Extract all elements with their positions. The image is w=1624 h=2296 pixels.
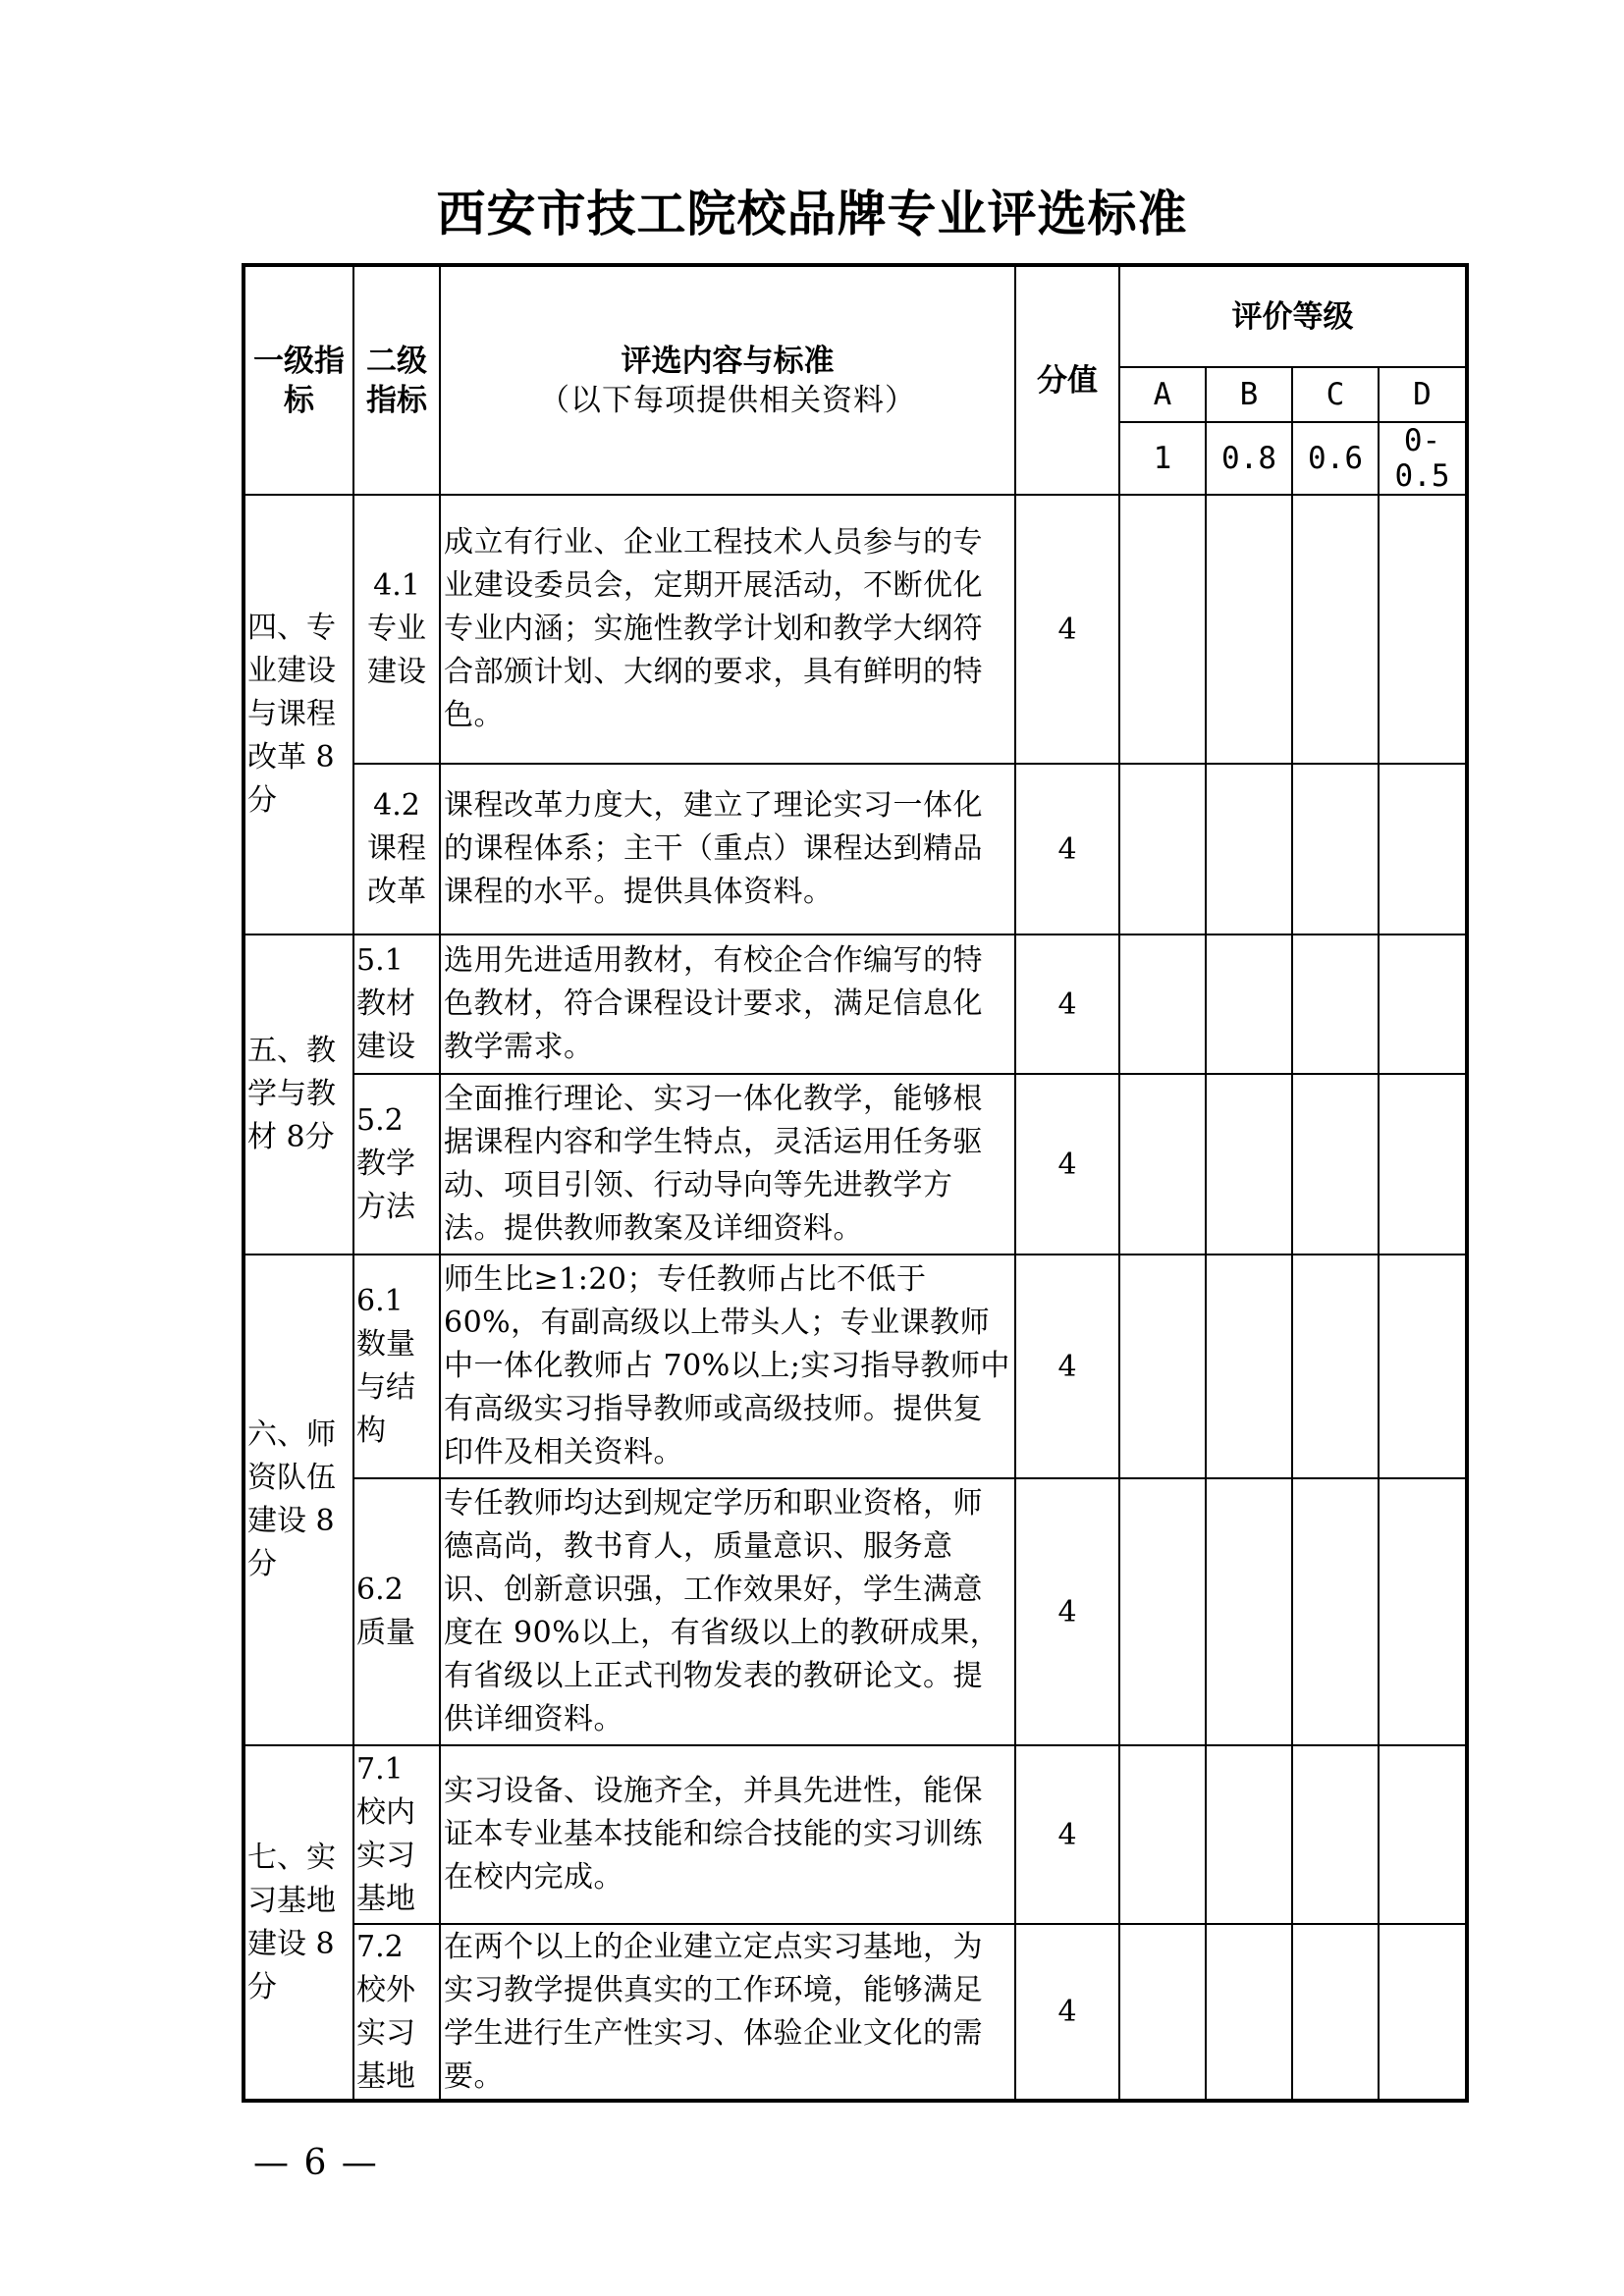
content-cell: 成立有行业、企业工程技术人员参与的专业建设委员会，定期开展活动，不断优化专业内涵；实施性教学计划和教学大纲符合部颁计划、大纲的要求，具有鲜明的特色。 (440, 495, 1015, 764)
grade-cell (1292, 764, 1379, 934)
grade-b-value: 0.8 (1206, 422, 1292, 495)
grade-cell (1206, 934, 1292, 1074)
table-row (244, 1074, 1467, 1255)
page-title: 西安市技工院校品牌专业评选标准 (436, 186, 1188, 242)
grade-cell (1119, 1074, 1206, 1255)
grade-cell (1119, 934, 1206, 1074)
score-cell: 4 (1015, 1924, 1119, 2101)
content-cell: 全面推行理论、实习一体化教学，能够根据课程内容和学生特点，灵活运用任务驱动、项目引领、行动导向等先进教学方法。提供教师教案及详细资料。 (440, 1074, 1015, 1255)
level2-cell: 6.2 质量 (353, 1478, 440, 1745)
grade-a: A (1119, 367, 1206, 422)
grade-cell (1292, 1478, 1379, 1745)
score-cell: 4 (1015, 495, 1119, 764)
header-content: 评选内容与标准 （以下每项提供相关资料） (440, 265, 1015, 495)
grade-cell (1206, 1478, 1292, 1745)
level1-cell: 五、教学与教材 8分 (244, 934, 353, 1255)
grade-cell (1379, 1478, 1467, 1745)
grade-cell (1379, 1255, 1467, 1478)
grade-cell (1119, 1478, 1206, 1745)
grade-cell (1206, 764, 1292, 934)
grade-cell (1292, 1924, 1379, 2101)
level1-cell: 七、实习基地建设 8分 (244, 1745, 353, 2101)
grade-cell (1206, 1255, 1292, 1478)
content-cell: 选用先进适用教材，有校企合作编写的特色教材，符合课程设计要求，满足信息化教学需求。 (440, 934, 1015, 1074)
score-cell: 4 (1015, 764, 1119, 934)
level2-cell: 5.1 教材建设 (353, 934, 440, 1074)
grade-cell (1119, 1745, 1206, 1924)
grade-d-value: 0-0.5 (1379, 422, 1467, 495)
grade-cell (1379, 1924, 1467, 2101)
grade-cell (1379, 495, 1467, 764)
grade-cell (1206, 1074, 1292, 1255)
grade-cell (1379, 764, 1467, 934)
grade-cell (1379, 934, 1467, 1074)
grade-cell (1206, 495, 1292, 764)
grade-cell (1206, 1924, 1292, 2101)
content-cell: 实习设备、设施齐全，并具先进性，能保证本专业基本技能和综合技能的实习训练在校内完成。 (440, 1745, 1015, 1924)
level2-cell: 7.2 校外实习基地 (353, 1924, 440, 2101)
grade-cell (1119, 495, 1206, 764)
content-cell: 师生比≥1:20；专任教师占比不低于60%，有副高级以上带头人；专业课教师中一体化教师占 70%以上;实习指导教师中有高级实习指导教师或高级技师。提供复印件及相关资料。 (440, 1255, 1015, 1478)
level2-cell: 6.1 数量与结构 (353, 1255, 440, 1478)
grade-cell (1119, 764, 1206, 934)
table-row (244, 934, 1467, 1074)
level1-cell: 四、专业建设与课程改革 8分 (244, 495, 353, 934)
header-grade-title: 评价等级 (1119, 265, 1467, 367)
level1-cell: 六、师资队伍建设 8分 (244, 1255, 353, 1745)
level2-cell: 5.2 教学方法 (353, 1074, 440, 1255)
score-cell: 4 (1015, 1255, 1119, 1478)
content-cell: 在两个以上的企业建立定点实习基地，为实习教学提供真实的工作环境，能够满足学生进行生产性实习、体验企业文化的需要。 (440, 1924, 1015, 2101)
content-cell: 专任教师均达到规定学历和职业资格，师德高尚，教书育人，质量意识、服务意识、创新意识强，工作效果好，学生满意度在 90%以上，有省级以上的教研成果，有省级以上正式刊物发表的教研论文。提供详细资料。 (440, 1478, 1015, 1745)
header-score: 分值 (1015, 265, 1119, 495)
grade-cell (1379, 1074, 1467, 1255)
grade-d: D (1379, 367, 1467, 422)
table-row (244, 1255, 1467, 1478)
header-content-sub: （以下每项提供相关资料） (539, 382, 916, 418)
table-row (244, 1745, 1467, 1924)
level2-cell: 7.1 校内实习基地 (353, 1745, 440, 1924)
level2-cell: 4.1 专业建设 (353, 495, 440, 764)
score-cell: 4 (1015, 934, 1119, 1074)
table-row (244, 1478, 1467, 1745)
table-row (244, 764, 1467, 934)
content-cell: 课程改革力度大，建立了理论实习一体化的课程体系；主干（重点）课程达到精品课程的水平。提供具体资料。 (440, 764, 1015, 934)
level2-cell: 4.2 课程改革 (353, 764, 440, 934)
grade-c: C (1292, 367, 1379, 422)
header-level2: 二级指标 (353, 265, 440, 495)
grade-cell (1119, 1924, 1206, 2101)
table-row (244, 495, 1467, 764)
grade-b: B (1206, 367, 1292, 422)
grade-cell (1292, 1745, 1379, 1924)
standards-table (242, 263, 1469, 2103)
grade-a-value: 1 (1119, 422, 1206, 495)
grade-cell (1292, 1074, 1379, 1255)
score-cell: 4 (1015, 1745, 1119, 1924)
grade-cell (1379, 1745, 1467, 1924)
grade-cell (1292, 934, 1379, 1074)
grade-cell (1206, 1745, 1292, 1924)
page-number: — 6 — (253, 2143, 379, 2183)
grade-c-value: 0.6 (1292, 422, 1379, 495)
header-level1: 一级指标 (244, 265, 353, 495)
grade-cell (1292, 1255, 1379, 1478)
grade-cell (1292, 495, 1379, 764)
table-row (244, 1924, 1467, 2101)
score-cell: 4 (1015, 1478, 1119, 1745)
score-cell: 4 (1015, 1074, 1119, 1255)
grade-cell (1119, 1255, 1206, 1478)
